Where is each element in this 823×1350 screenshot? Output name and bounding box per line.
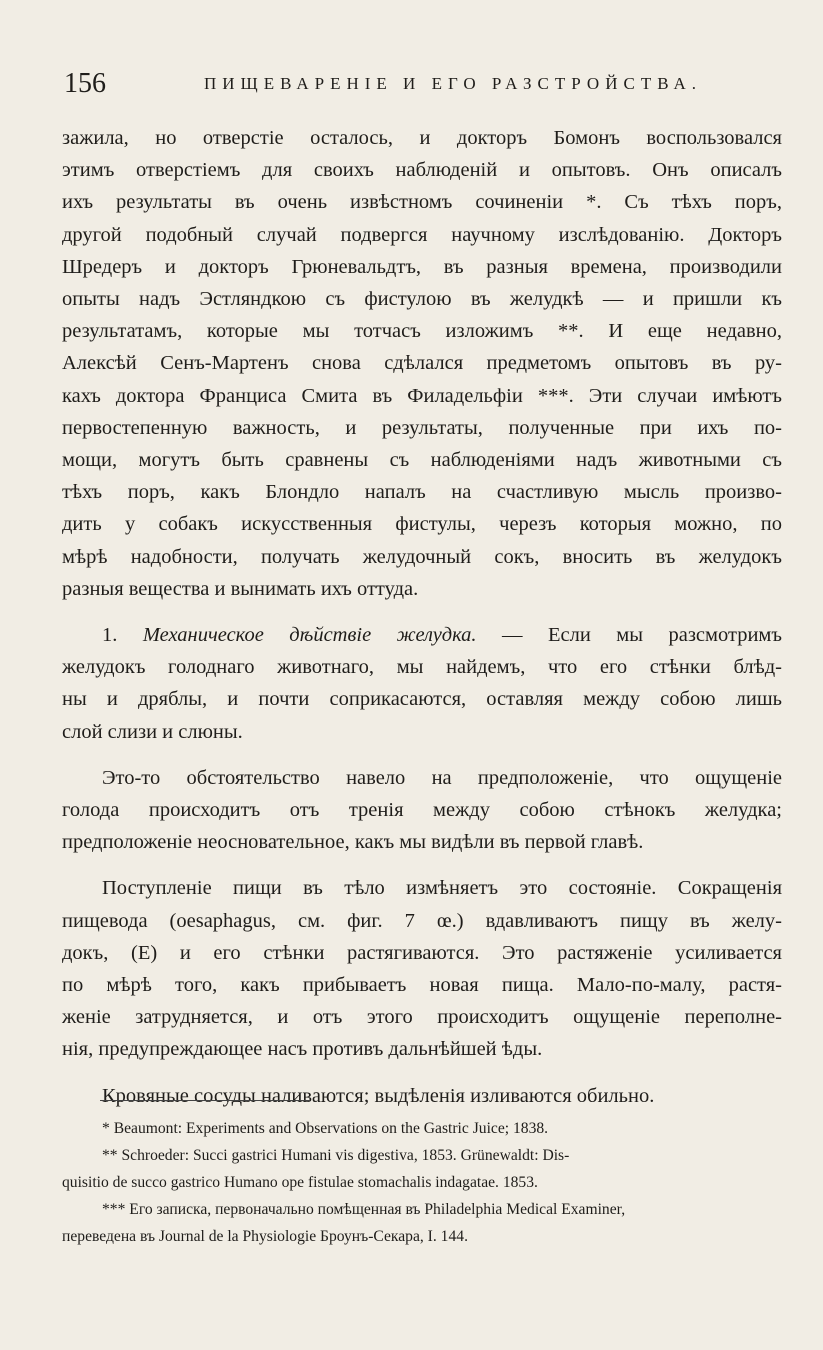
body-text bbox=[62, 122, 782, 1112]
text-line: мѣрѣ надобности, получать желудочный сокъ, вносить въ желудокъ bbox=[62, 545, 782, 568]
text-line: другой подобный случай подвергся научному изслѣдованію. Докторъ bbox=[62, 223, 782, 246]
text-line: мощи, могутъ быть сравнены съ наблюденіями надъ животными съ bbox=[62, 449, 782, 472]
text-line: предположеніе неосновательное, какъ мы видѣли въ первой главѣ. bbox=[62, 831, 644, 854]
text-line: разныя вещества и вынимать ихъ оттуда. bbox=[62, 577, 419, 600]
text-line: женіе затрудняется, и отъ этого происходитъ ощущеніе переполне- bbox=[62, 1006, 782, 1029]
footnote-mark: * bbox=[102, 1120, 110, 1137]
page-number: 156 bbox=[64, 68, 106, 99]
text-line: слой слизи и слюны. bbox=[62, 720, 243, 743]
text-line: голода происходитъ отъ тренія между собою стѣнокъ желудка; bbox=[62, 799, 782, 822]
footnote-line bbox=[62, 1142, 782, 1169]
paragraph-2 bbox=[62, 619, 782, 748]
text-line: ихъ результаты въ очень извѣстномъ сочиненіи *. Съ тѣхъ поръ, bbox=[62, 191, 782, 214]
footnote-3 bbox=[62, 1196, 782, 1250]
running-head bbox=[64, 68, 764, 104]
text-line: нія, предупреждающее насъ противъ дальнѣйшей ѣды. bbox=[62, 1038, 543, 1061]
text-line: тѣхъ поръ, какъ Блондло напалъ на счастливую мысль произво- bbox=[62, 481, 782, 504]
text-line: докъ, (E) и его стѣнки растягиваются. Это растяженіе усиливается bbox=[62, 941, 782, 964]
text-line: Алексѣй Сенъ-Мартенъ снова сдѣлался предметомъ опытовъ въ ру- bbox=[62, 352, 782, 375]
section-heading-line bbox=[62, 619, 782, 651]
text-line: Кровяные сосуды наливаются; выдѣленія изливаются обильно. bbox=[102, 1084, 655, 1107]
footnote-1 bbox=[62, 1115, 782, 1142]
paragraph-5 bbox=[62, 1080, 782, 1112]
footnote-line: переведена въ Journal de la Physiologie Броунъ-Секара, I. 144. bbox=[62, 1228, 468, 1245]
footnote-divider bbox=[100, 1100, 310, 1101]
footnotes bbox=[62, 1115, 782, 1250]
text-line: желудокъ голоднаго животнаго, мы найдемъ, что его стѣнки блѣд- bbox=[62, 656, 782, 679]
footnote-line: quisitio de succo gastrico Humano ope fistulae stomachalis indagatae. 1853. bbox=[62, 1174, 538, 1191]
paragraph-3 bbox=[62, 762, 782, 859]
paragraph-4 bbox=[62, 872, 782, 1065]
footnote-text: Его записка, первоначально помѣщенная въ Philadelphia Medical Examiner, bbox=[129, 1201, 626, 1218]
text-line: этимъ отверстіемъ для своихъ наблюденій и опытовъ. Онъ описалъ bbox=[62, 159, 782, 182]
footnote-line bbox=[62, 1115, 782, 1142]
text-line: зажила, но отверстіе осталось, и докторъ Бомонъ воспользовался bbox=[62, 127, 782, 149]
text-line: опыты надъ Эстляндкою съ фистулою въ желудкѣ — и пришли къ bbox=[62, 288, 782, 311]
section-heading: Механическое дѣйствіе желудка. bbox=[142, 624, 477, 647]
section-number: 1. bbox=[102, 624, 118, 647]
section-lead-text: — Если мы разсмотримъ bbox=[476, 624, 782, 647]
text-line: результатамъ, которые мы тотчасъ изложимъ **. И еще недавно, bbox=[62, 320, 782, 343]
paragraph-gap bbox=[62, 1066, 782, 1080]
text-line: Шредеръ и докторъ Грюневальдтъ, въ разныя времена, производили bbox=[62, 255, 782, 278]
paragraph-gap bbox=[62, 858, 782, 872]
text-line: дить у собакъ искусственныя фистулы, черезъ которыя можно, по bbox=[62, 513, 782, 536]
footnote-text: Beaumont: Experiments and Observations on the Gastric Juice; 1838. bbox=[113, 1120, 549, 1137]
running-title: ПИЩЕВАРЕНІЕ И ЕГО РАЗСТРОЙСТВА. bbox=[204, 74, 702, 93]
text-line: Поступленіе пищи въ тѣло измѣняетъ это состояніе. Сокращенія bbox=[102, 877, 782, 900]
footnote-text: Schroeder: Succi gastrici Humani vis digestiva, 1853. Grünewaldt: Dis- bbox=[121, 1147, 570, 1164]
paragraph-gap bbox=[62, 748, 782, 762]
footnote-mark: ** bbox=[102, 1147, 118, 1164]
footnote-2 bbox=[62, 1142, 782, 1196]
text-line: кахъ доктора Франциса Смита въ Филадельфіи ***. Эти случаи имѣютъ bbox=[62, 384, 782, 407]
paragraph-1 bbox=[62, 122, 782, 605]
text-line: по мѣрѣ того, какъ прибываетъ новая пища. Мало-по-малу, растя- bbox=[62, 974, 782, 997]
text-line: первостепенную важность, и результаты, полученные при ихъ по- bbox=[62, 416, 782, 439]
footnote-line bbox=[62, 1196, 782, 1223]
footnote-mark: *** bbox=[102, 1201, 126, 1218]
paragraph-gap bbox=[62, 605, 782, 619]
text-line: пищевода (oesaphagus, см. фиг. 7 œ.) вдавливаютъ пищу въ желу- bbox=[62, 909, 782, 932]
text-line: Это-то обстоятельство навело на предположеніе, что ощущеніе bbox=[102, 766, 782, 789]
text-line: ны и дряблы, и почти соприкасаются, оставляя между собою лишь bbox=[62, 688, 782, 711]
